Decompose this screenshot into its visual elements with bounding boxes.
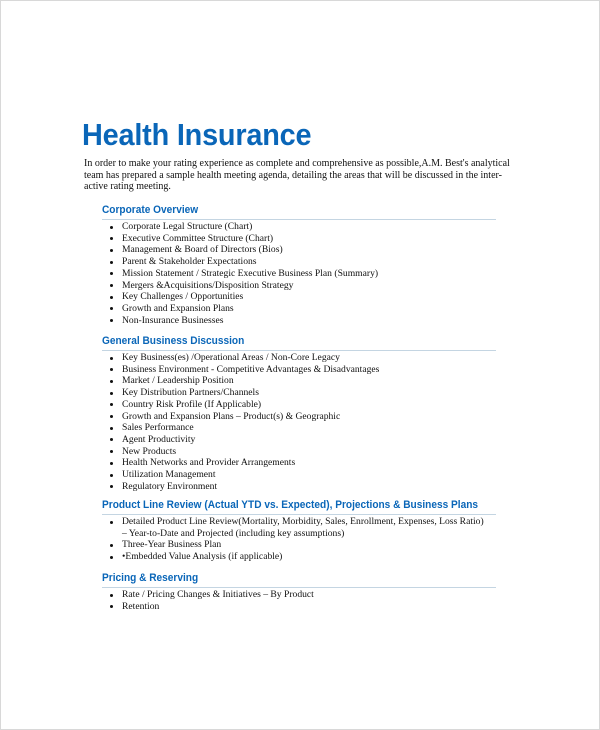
bullet-icon (110, 296, 113, 299)
bullet-icon (110, 319, 113, 322)
bullet-icon (110, 521, 113, 524)
list-item: Key Business(es) /Operational Areas / Non-Core Legacy (102, 352, 496, 364)
bullet-list (102, 221, 496, 326)
section-divider (102, 587, 496, 588)
list-item: Parent & Stakeholder Expectations (102, 256, 496, 268)
bullet-icon (110, 474, 113, 477)
list-item: Mission Statement / Strategic Executive Business Plan (Summary) (102, 268, 496, 280)
bullet-icon (110, 226, 113, 229)
intro-paragraph: In order to make your rating experience as complete and comprehensive as possible,A.M. Best's analytical team has prepared a sample health meeting agenda, detailing the areas that will be discussed in the inter-active rating meeting. (84, 158, 510, 193)
bullet-icon (110, 249, 113, 252)
bullet-icon (110, 368, 113, 371)
list-item: Non-Insurance Businesses (102, 315, 496, 327)
section-divider (102, 514, 496, 515)
bullet-icon (110, 380, 113, 383)
page-title: Health Insurance (82, 117, 312, 152)
list-item: Regulatory Environment (102, 481, 496, 493)
list-item: Executive Committee Structure (Chart) (102, 233, 496, 245)
section-heading: Product Line Review (Actual YTD vs. Expected), Projections & Business Plans (102, 499, 479, 511)
bullet-icon (110, 605, 113, 608)
list-item: Retention (102, 601, 496, 613)
bullet-icon (110, 594, 113, 597)
bullet-icon (110, 403, 113, 406)
list-item: New Products (102, 446, 496, 458)
section-divider (102, 350, 496, 351)
list-item: Growth and Expansion Plans – Product(s) & Geographic (102, 411, 496, 423)
list-item: Rate / Pricing Changes & Initiatives – By Product (102, 589, 496, 601)
list-item: Mergers &Acquisitions/Disposition Strategy (102, 280, 496, 292)
bullet-icon (110, 450, 113, 453)
bullet-icon (110, 357, 113, 360)
list-item: Key Distribution Partners/Channels (102, 387, 496, 399)
bullet-icon (110, 462, 113, 465)
bullet-icon (110, 272, 113, 275)
bullet-icon (110, 261, 113, 264)
bullet-list (102, 352, 496, 492)
section-heading: Pricing & Reserving (102, 572, 199, 584)
section-divider (102, 219, 496, 220)
section-product-line-review (102, 498, 496, 563)
section-heading: General Business Discussion (102, 335, 245, 347)
list-item: •Embedded Value Analysis (if applicable) (102, 551, 496, 563)
list-item: Utilization Management (102, 469, 496, 481)
list-item: Detailed Product Line Review(Mortality, Morbidity, Sales, Enrollment, Expenses, Loss Ratio) – Year-to-Date and Projected (including key assumptions) (102, 516, 496, 539)
list-item: Business Environment - Competitive Advantages & Disadvantages (102, 364, 496, 376)
bullet-icon (110, 485, 113, 488)
bullet-list (102, 589, 496, 612)
list-item: Growth and Expansion Plans (102, 303, 496, 315)
list-item: Key Challenges / Opportunities (102, 291, 496, 303)
list-item: Country Risk Profile (If Applicable) (102, 399, 496, 411)
list-item: Health Networks and Provider Arrangements (102, 457, 496, 469)
bullet-icon (110, 392, 113, 395)
list-item: Corporate Legal Structure (Chart) (102, 221, 496, 233)
list-item: Sales Performance (102, 422, 496, 434)
section-pricing-reserving (102, 571, 496, 612)
bullet-icon (110, 415, 113, 418)
bullet-icon (110, 438, 113, 441)
list-item: Management & Board of Directors (Bios) (102, 244, 496, 256)
bullet-list (102, 516, 496, 563)
bullet-icon (110, 556, 113, 559)
section-general-business-discussion (102, 334, 496, 492)
bullet-icon (110, 427, 113, 430)
section-heading: Corporate Overview (102, 204, 199, 216)
bullet-icon (110, 284, 113, 287)
bullet-icon (110, 307, 113, 310)
list-item: Agent Productivity (102, 434, 496, 446)
bullet-icon (110, 237, 113, 240)
section-corporate-overview (102, 203, 496, 326)
list-item: Three-Year Business Plan (102, 539, 496, 551)
list-item: Market / Leadership Position (102, 375, 496, 387)
bullet-icon (110, 544, 113, 547)
